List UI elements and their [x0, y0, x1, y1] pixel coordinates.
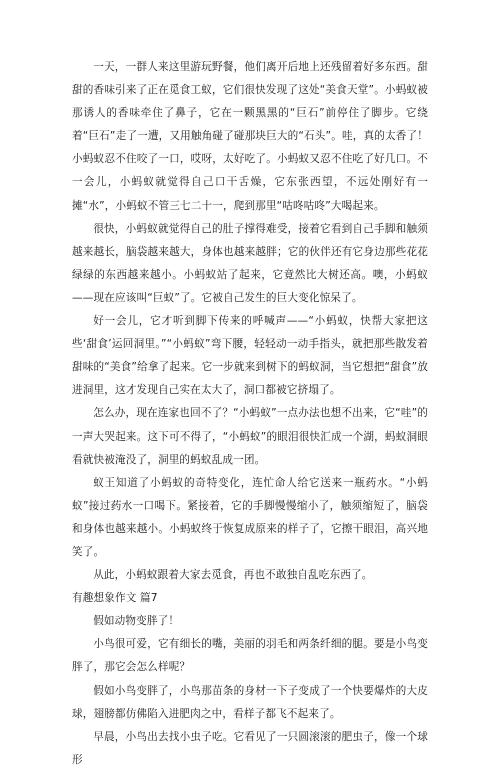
paragraph-1: 一天，一群人来这里游玩野餐，他们离开后地上还残留着好多东西。甜甜的香味引来了正在觅食工蚁，它们很快发现了这处“美食天堂”。小蚂蚁被那诱人的香味牵住了鼻子，它在一颗黑黑的“巨石”前停住了脚步。它绕着“巨石”走了一遭，又用触角碰了碰那块巨大的“石头”。哇，真的太香了！小蚂蚁忍不住咬了一口，哎呀，太好吃了。小蚂蚁又忍不住吃了好几口。不一会儿，小蚂蚁就觉得自己口干舌燥，它东张西望，不远处刚好有一摊“水”，小蚂蚁不管三七二十一，爬到那里“咕咚咕咚”大喝起来。	[72, 61, 428, 212]
paragraph-5: 蚁王知道了小蚂蚁的奇特变化，连忙命人给它送来一瓶药水。“小蚂蚁”接过药水一口喝下。紧接着，它的手脚慢慢缩小了，触须缩短了，脑袋和身体也越来越小。小蚂蚁终于恢复成原来的样子了，它擦干眼泪，高兴地笑了。	[72, 476, 428, 558]
section-paragraph-2: 假如小鸟变胖了，小鸟那苗条的身材一下子变成了一个快要爆炸的大皮球，翅膀都仿佛陷入进肥肉之中，看样子都飞不起来了。	[72, 684, 428, 720]
section-paragraph-3: 早晨，小鸟出去找小虫子吃。它看见了一只圆滚滚的肥虫子，像一个球形	[72, 730, 428, 766]
paragraph-3: 好一会儿，它才听到脚下传来的呼喊声——“小蚂蚁，快帮大家把这些‘甜食’运回洞里。”“小蚂蚁”弯下腰，轻轻动一动手指头，就把那些散发着甜味的“美食”给拿了起来。它一步就来到树下的蚂蚁洞，当它想把“甜食”放进洞里，这才发现自己实在太大了，洞口都被它挤塌了。	[72, 315, 428, 397]
document-page	[72, 56, 428, 766]
section-title: 假如动物变胖了！	[93, 615, 180, 628]
section-heading: 有趣想象作文 篇7	[72, 592, 158, 605]
paragraph-6: 从此，小蚂蚁跟着大家去觅食，再也不敢独自乱吃东西了。	[93, 569, 373, 582]
paragraph-2: 很快，小蚂蚁就觉得自己的肚子撑得难受，接着它看到自己手脚和触须越来越长，脑袋越来越大，身体也越来越胖；它的伙伴还有它身边那些花花绿绿的东西越来越小。小蚂蚁站了起来，它竟然比大树还高。噢，小蚂蚁——现在应该叫“巨蚁”了。它被自己发生的巨大变化惊呆了。	[72, 222, 428, 304]
paragraph-4: 怎么办，现在连家也回不了？“小蚂蚁”一点办法也想不出来，它“哇”的一声大哭起来。这下可不得了，“小蚂蚁”的眼泪很快汇成一个湖，蚂蚁洞眼看就快被淹没了，洞里的蚂蚁乱成一团。	[72, 407, 428, 466]
section-paragraph-1: 小鸟很可爱，它有细长的嘴，美丽的羽毛和两条纤细的腿。要是小鸟变胖了，那它会怎么样呢？	[72, 638, 428, 674]
